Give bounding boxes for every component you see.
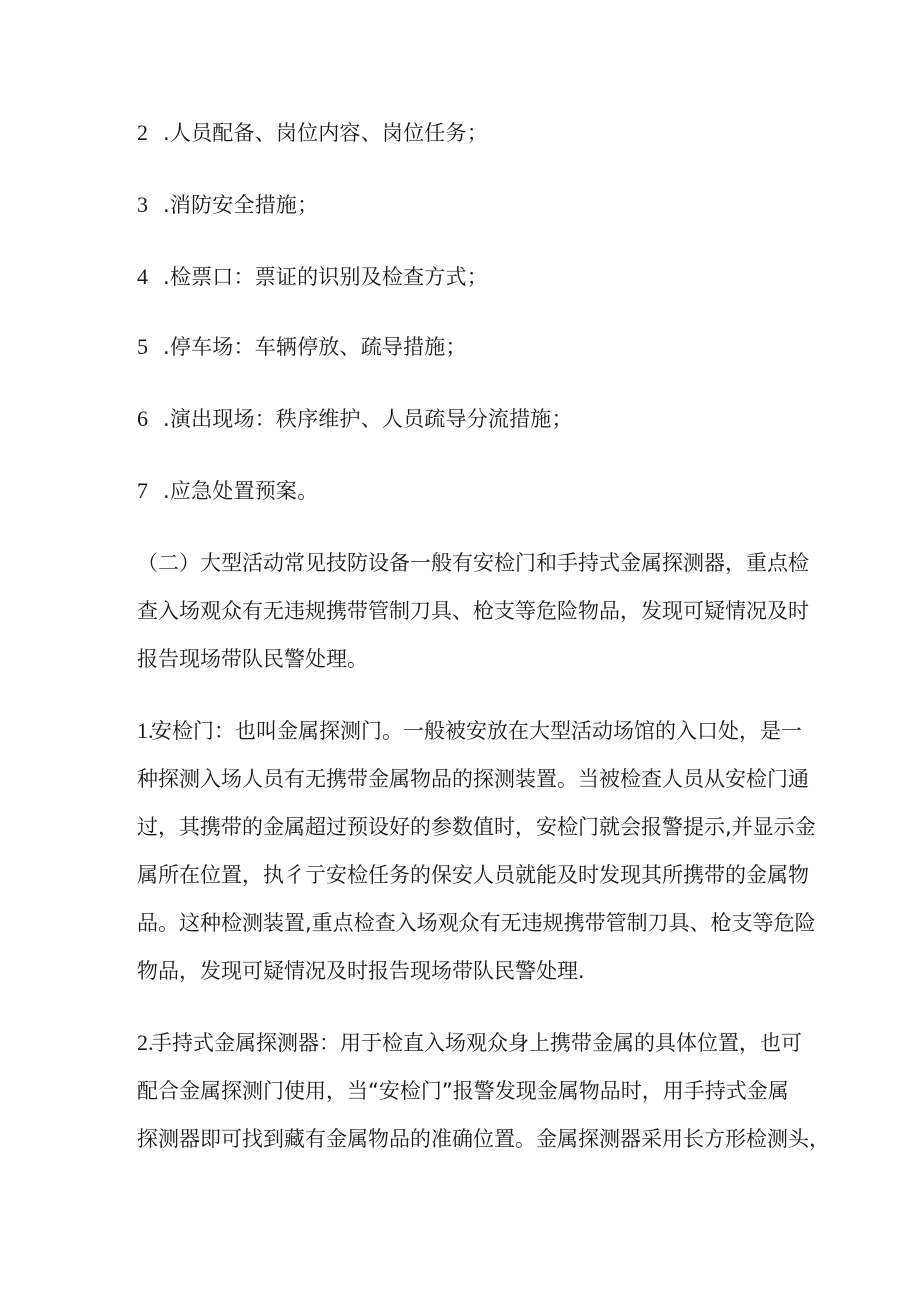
list-item-3: [137, 190, 318, 220]
list-separator: .: [163, 479, 170, 503]
item-number: 1.: [137, 718, 154, 743]
list-separator: .: [163, 193, 170, 217]
list-text: 消防安全措施；: [169, 193, 319, 217]
paragraph-text: 手持式金属探测器：用于检直入场观众身上携带金属的具体位置，也可: [151, 1031, 802, 1055]
list-item-6: [137, 404, 573, 434]
list-text: 检票口：票证的识别及检查方式；: [169, 265, 488, 289]
list-number: 7: [137, 478, 149, 503]
paragraph-line: （二）大型活动常见技防设备一般有安检门和手持式金属探测器，重点检: [137, 551, 809, 575]
list-item-4: [137, 262, 488, 292]
paragraph-line: 属所在位置，执彳亍安检任务的保安人员就能及时发现其所携带的金属物: [137, 863, 809, 887]
list-item-2: [137, 118, 488, 148]
paragraph-line: [137, 716, 802, 746]
list-text: 停车场：车辆停放、疏导措施；: [169, 335, 467, 359]
list-separator: .: [163, 407, 170, 431]
paragraph-line: 报告现场带队民警处理。: [137, 647, 368, 671]
list-separator: .: [163, 121, 170, 145]
list-number: 2: [137, 120, 149, 145]
list-item-5: [137, 332, 467, 362]
list-text: 演出现场：秩序维护、人员疏导分流措施；: [169, 407, 573, 431]
paragraph-line: 配合金属探测门使用，当“安检门”报警发现金属物品时，用手持式金属: [137, 1079, 789, 1103]
list-separator: .: [163, 335, 170, 359]
paragraph-line: 过，其携带的金属超过预设好的参数值时，安检门就会报警提示,并显示金: [137, 815, 816, 839]
paragraph-line: 种探测入场人员有无携带金属物品的探测装置。当被检查人员从安检门通: [137, 767, 809, 791]
item-number: 2.: [137, 1030, 154, 1055]
list-number: 6: [137, 406, 149, 431]
paragraph-line: 查入场观众有无违规携带管制刀具、枪支等危险物品，发现可疑情况及时: [137, 599, 809, 623]
list-item-7: [137, 476, 318, 506]
list-number: 4: [137, 264, 149, 289]
paragraph-line: 品。这种检测装置,重点检查入场观众有无违规携带管制刀具、枪支等危险: [137, 911, 816, 935]
list-number: 5: [137, 334, 149, 359]
paragraph-text: 安检门：也叫金属探测门。一般被安放在大型活动场馆的入口处，是一: [151, 719, 802, 743]
list-separator: .: [163, 265, 170, 289]
paragraph-line: 物品，发现可疑情况及时报告现场带队民警处理.: [137, 959, 585, 983]
list-number: 3: [137, 192, 149, 217]
paragraph-line: 探测器即可找到藏有金属物品的准确位置。金属探测器采用长方形检测头，: [137, 1127, 830, 1151]
paragraph-line: [137, 1028, 802, 1058]
list-text: 应急处置预案。: [169, 479, 319, 503]
list-text: 人员配备、岗位内容、岗位任务；: [169, 121, 488, 145]
